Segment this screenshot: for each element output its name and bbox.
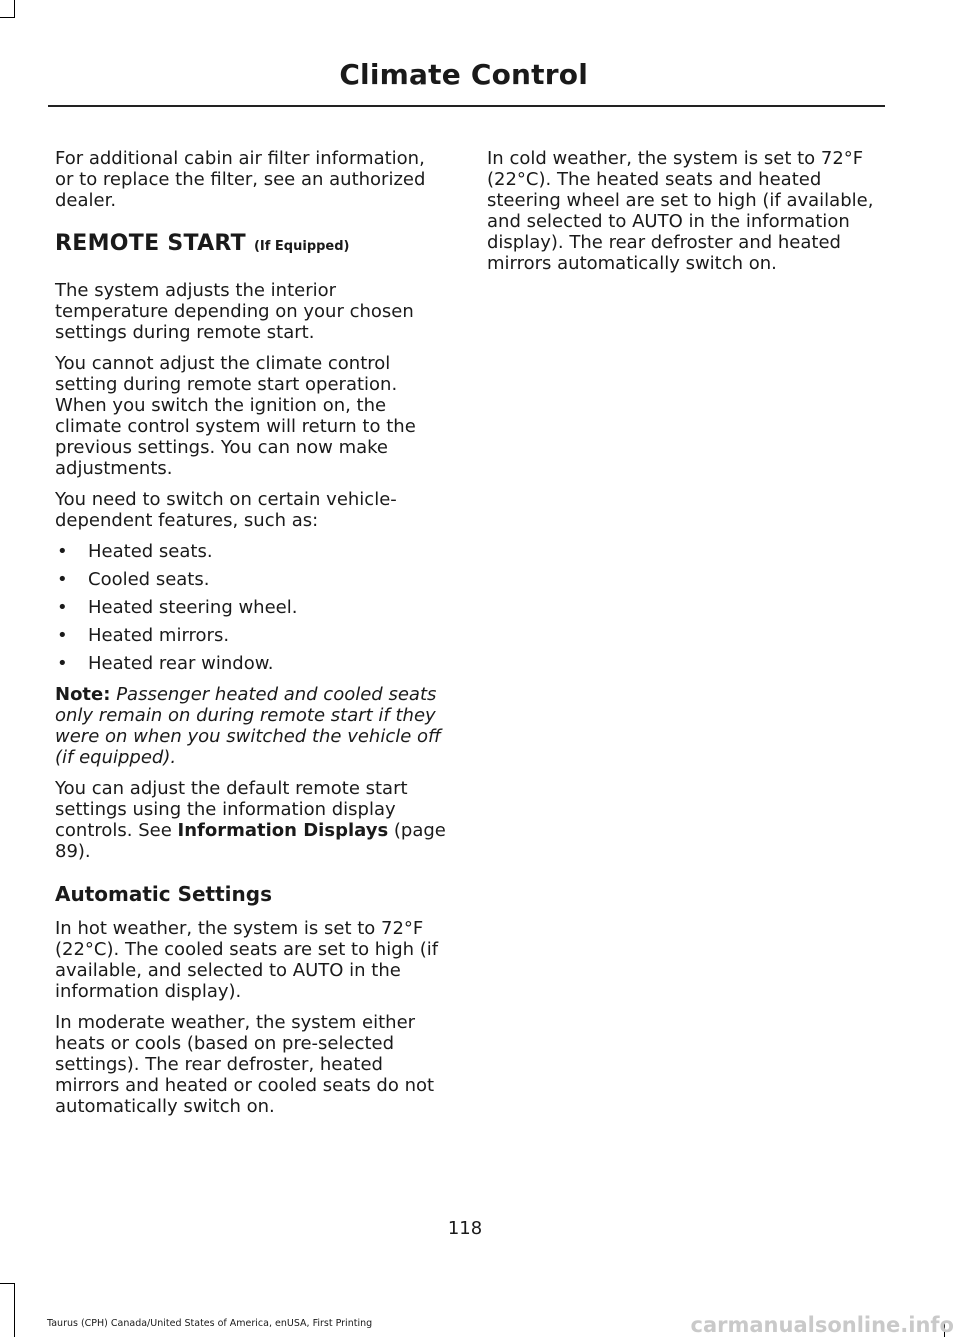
list-item-text: Heated mirrors. bbox=[88, 625, 230, 646]
list-item-text: Heated rear window. bbox=[88, 653, 274, 674]
note-text: Passenger heated and cooled seats only remain on during remote start if they were on when you switched the vehicle off (if equipped). bbox=[55, 684, 442, 768]
paragraph: You need to switch on certain vehicle-dependent features, such as: bbox=[55, 489, 397, 531]
crop-mark-top-left-vertical bbox=[14, 0, 15, 17]
list-item bbox=[55, 541, 447, 562]
section-title: REMOTE START bbox=[55, 231, 246, 256]
list-item-text: Cooled seats. bbox=[88, 569, 210, 590]
list-item bbox=[55, 597, 447, 618]
bullet-icon: • bbox=[57, 569, 68, 590]
paragraph: You cannot adjust the climate control setting during remote start operation. When you switch the ignition on, the climate control system will return to the previous settings. You can now make adjustments. bbox=[55, 353, 416, 479]
note-label: Note: bbox=[55, 684, 111, 705]
bullet-icon: • bbox=[57, 653, 68, 674]
page-number: 118 bbox=[447, 1218, 483, 1239]
paragraph-text: You can adjust the default remote start settings using the information display controls. See bbox=[55, 778, 408, 841]
page-header-title: Climate Control bbox=[339, 58, 588, 91]
list-item bbox=[55, 653, 447, 674]
paragraph: In hot weather, the system is set to 72°F (22°C). The cooled seats are set to high (if available, and selected to AUTO in the information display). bbox=[55, 918, 439, 1002]
bullet-icon: • bbox=[57, 625, 68, 646]
subsection-heading-automatic-settings: Automatic Settings bbox=[55, 882, 272, 906]
section-qualifier: (If Equipped) bbox=[253, 239, 350, 254]
note bbox=[55, 684, 447, 768]
bullet-icon: • bbox=[57, 541, 68, 562]
list-item bbox=[55, 569, 447, 590]
paragraph: In cold weather, the system is set to 72°F (22°C). The heated seats and heated steering wheel are set to high (if available, and selected to AUTO in the information display). The rear defroster and heated mirrors automatically switch on. bbox=[487, 148, 874, 274]
watermark: carmanualsonline.info bbox=[690, 1313, 954, 1337]
crop-mark-top-left-horizontal bbox=[0, 17, 15, 18]
list-item-text: Heated steering wheel. bbox=[88, 597, 298, 618]
crop-mark-bottom-left-vertical bbox=[14, 1283, 15, 1337]
paragraph: In moderate weather, the system either heats or cools (based on pre-selected settings). The rear defroster, heated mirrors and heated or cooled seats do not automatically switch on. bbox=[55, 1012, 435, 1117]
right-column bbox=[487, 148, 879, 284]
feature-list bbox=[55, 541, 447, 674]
header-divider bbox=[48, 105, 885, 107]
list-item-text: Heated seats. bbox=[88, 541, 213, 562]
cross-reference-paragraph bbox=[55, 778, 447, 862]
information-displays-link[interactable]: Information Displays bbox=[177, 820, 389, 841]
left-column bbox=[55, 148, 447, 1127]
paragraph: The system adjusts the interior temperature depending on your chosen settings during remote start. bbox=[55, 280, 414, 343]
list-item bbox=[55, 625, 447, 646]
crop-mark-bottom-left-horizontal bbox=[0, 1283, 15, 1284]
section-heading-remote-start bbox=[55, 231, 447, 260]
bullet-icon: • bbox=[57, 597, 68, 618]
page-reference: (page 89). bbox=[55, 820, 446, 862]
edition-footer: Taurus (CPH) Canada/United States of America, enUSA, First Printing bbox=[47, 1318, 373, 1329]
intro-paragraph: For additional cabin air filter information, or to replace the filter, see an authorized dealer. bbox=[55, 148, 426, 211]
